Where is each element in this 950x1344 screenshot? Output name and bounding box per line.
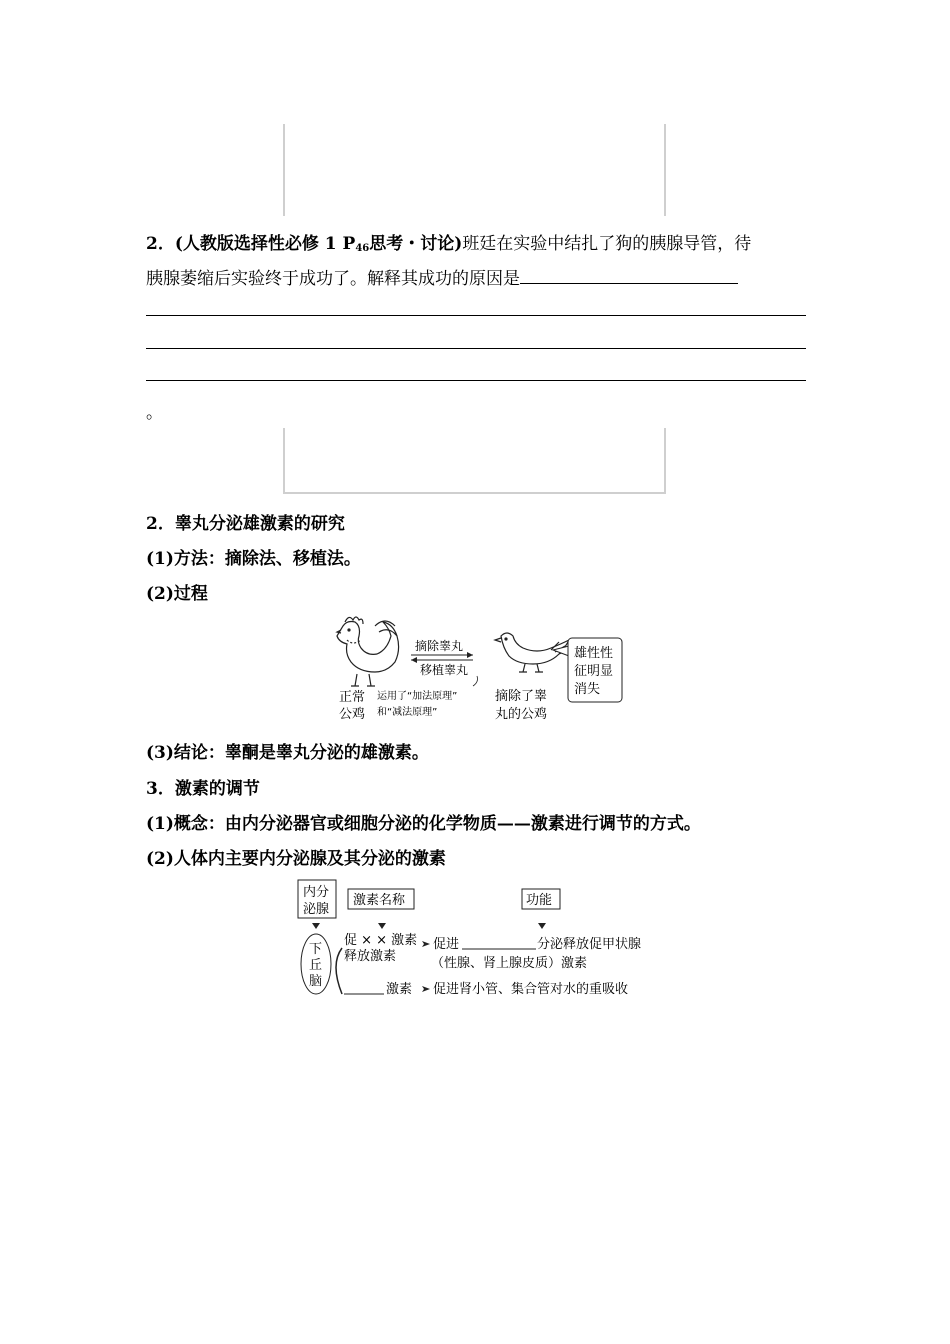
- section-2-method: (1)方法：摘除法、移植法。: [146, 549, 361, 569]
- arrow-right-head: [467, 652, 473, 658]
- endocrine-gland-figure: [296, 878, 666, 1003]
- brace: [336, 948, 342, 994]
- answer-blank-line-1[interactable]: [146, 315, 806, 316]
- section-3-title: 3．激素的调节: [146, 779, 260, 799]
- header-function: 功能: [526, 893, 553, 908]
- row-2-arrow: [422, 986, 430, 992]
- gland-char-3: 脑: [309, 974, 323, 989]
- testis-experiment-figure: [325, 608, 630, 730]
- hormone-1-line-2: 释放激素: [344, 949, 397, 964]
- question-source: (人教版选择性必修 1 $P_{46}$思考・讨论): [174, 234, 463, 254]
- capon-label-1: 摘除了睾: [495, 689, 548, 704]
- arrow-left-head: [411, 657, 417, 663]
- header-gland-2: 泌腺: [303, 902, 330, 917]
- note-line-1: 运用了“加法原理”: [377, 691, 458, 702]
- header-gland-1: 内分: [303, 885, 330, 900]
- note-line-2: 和“减法原理”: [377, 707, 438, 718]
- callout-line-1: 雄性性: [574, 646, 614, 661]
- callout-line-3: 消失: [574, 682, 601, 697]
- section-2-process: (2)过程: [146, 584, 208, 604]
- section-3-concept: (1)概念：由内分泌器官或细胞分泌的化学物质——激素进行调节的方式。: [146, 814, 701, 834]
- note-pointer: [473, 676, 478, 686]
- function-1-line-2: （性腺、肾上腺皮质）激素: [431, 956, 588, 971]
- question-text-2: 胰腺萎缩后实验终于成功了。解释其成功的原因是: [146, 269, 520, 289]
- hormone-1-line-1: 促 × × 激素: [344, 933, 418, 948]
- callout-line-2: 征明显: [574, 664, 614, 679]
- question-number: 2．: [146, 234, 175, 254]
- frame-left-1: [283, 124, 285, 216]
- rooster-icon: [337, 617, 399, 686]
- capon-label-2: 丸的公鸡: [495, 707, 548, 722]
- section-3-glands: (2)人体内主要内分泌腺及其分泌的激素: [146, 849, 446, 869]
- frame-bottom-2: [283, 492, 666, 494]
- callout-pointer: [553, 646, 569, 656]
- capon-icon: [495, 633, 569, 672]
- frame-right-2: [664, 428, 666, 494]
- frame-right-1: [664, 124, 666, 216]
- hormone-2-label: 激素: [386, 982, 413, 997]
- row-1-arrow: [422, 941, 430, 947]
- gland-char-1: 下: [309, 942, 323, 957]
- function-1-pre: 促进: [433, 937, 460, 952]
- section-2-conclusion: (3)结论：睾酮是睾丸分泌的雄激素。: [146, 743, 429, 763]
- down-arrow-3: [538, 923, 546, 929]
- arrow-bottom-label: 移植睾丸: [420, 663, 469, 677]
- section-2-title: 2．睾丸分泌雄激素的研究: [146, 514, 345, 534]
- frame-left-2: [283, 428, 285, 494]
- down-arrow-1: [312, 923, 320, 929]
- function-2: 促进肾小管、集合管对水的重吸收: [433, 982, 629, 997]
- arrow-top-label: 摘除睾丸: [415, 639, 464, 653]
- answer-blank-inline[interactable]: [520, 267, 738, 284]
- answer-end-mark: 。: [146, 403, 163, 423]
- answer-blank-line-2[interactable]: [146, 348, 806, 349]
- gland-char-2: 丘: [309, 958, 323, 973]
- question-text-1: 班廷在实验中结扎了狗的胰腺导管，待: [462, 234, 752, 254]
- rooster-label-1: 正常: [339, 690, 366, 705]
- question-2-line-1: [146, 229, 751, 254]
- question-2-line-2: [146, 264, 738, 289]
- rooster-label-2: 公鸡: [339, 707, 366, 722]
- down-arrow-2: [378, 923, 386, 929]
- answer-blank-line-3[interactable]: [146, 380, 806, 381]
- function-1-post: 分泌释放促甲状腺: [537, 937, 642, 952]
- header-hormone: 激素名称: [353, 893, 406, 908]
